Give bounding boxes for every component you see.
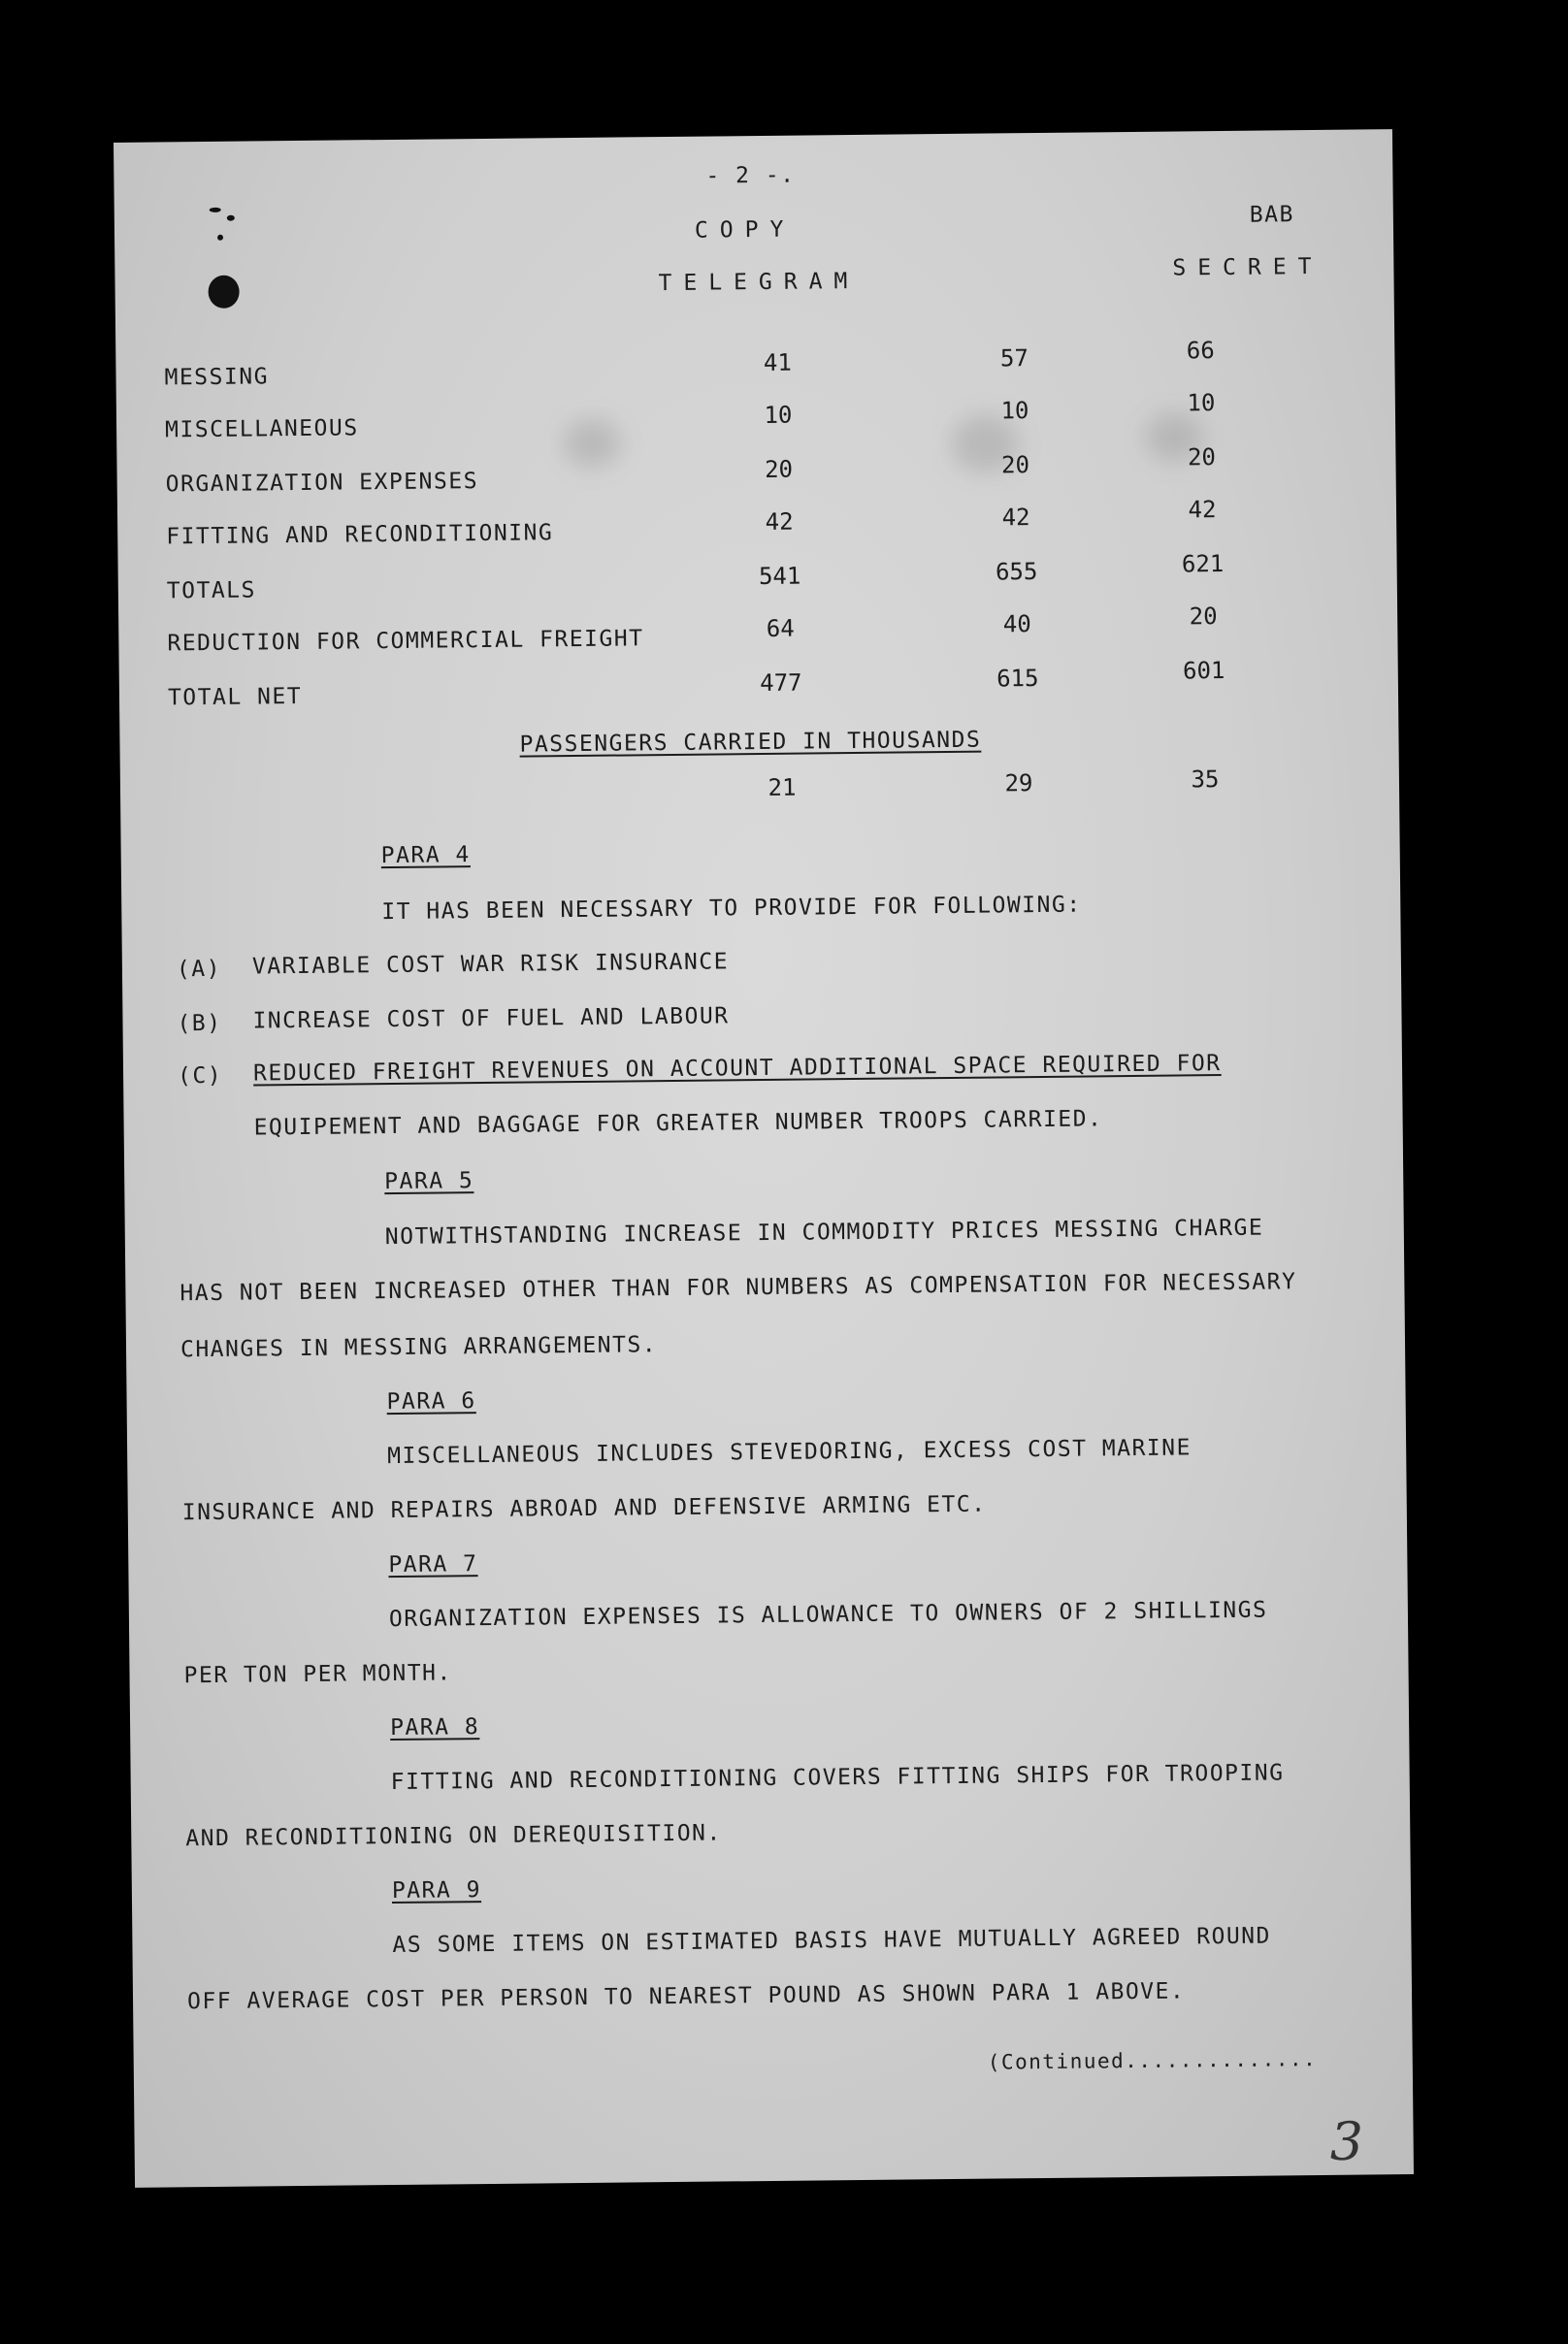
row-label: FITTING AND RECONDITIONING bbox=[166, 520, 554, 550]
row-value: 41 bbox=[763, 348, 793, 376]
para-heading: PARA 4 bbox=[380, 842, 471, 869]
list-marker: (B) bbox=[177, 1010, 222, 1037]
row-value: 477 bbox=[760, 668, 802, 698]
row-label: MESSING bbox=[164, 364, 270, 391]
row-value: 20 bbox=[1000, 451, 1030, 479]
ink-speck bbox=[217, 235, 223, 241]
ink-speck bbox=[227, 215, 235, 221]
row-value: 20 bbox=[764, 455, 794, 483]
folio-number: 3 bbox=[1329, 2110, 1364, 2172]
para-text: IT HAS BEEN NECESSARY TO PROVIDE FOR FOLLOWING: bbox=[381, 892, 1082, 926]
list-item: REDUCED FREIGHT REVENUES ON ACCOUNT ADDITIONAL SPACE REQUIRED FOR bbox=[252, 1051, 1222, 1087]
para-text: INSURANCE AND REPAIRS ABROAD AND DEFENSIVE ARMING ETC. bbox=[181, 1491, 987, 1526]
row-value: 20 bbox=[1189, 602, 1218, 631]
classification-label: SECRET bbox=[1172, 253, 1323, 281]
list-marker: (A) bbox=[176, 956, 222, 983]
row-label: MISCELLANEOUS bbox=[164, 415, 359, 443]
punch-hole bbox=[208, 276, 239, 309]
passengers-value: 21 bbox=[768, 773, 797, 801]
para-heading: PARA 5 bbox=[384, 1168, 474, 1195]
para-heading: PARA 9 bbox=[391, 1877, 482, 1904]
passengers-value: 29 bbox=[1004, 769, 1033, 798]
para-heading: PARA 6 bbox=[386, 1388, 476, 1416]
row-value: 621 bbox=[1181, 550, 1225, 578]
list-item: INCREASE COST OF FUEL AND LABOUR bbox=[252, 1003, 730, 1034]
para-text: FITTING AND RECONDITIONING COVERS FITTING SHIPS FOR TROOPING bbox=[390, 1760, 1285, 1796]
row-value: 40 bbox=[1002, 610, 1031, 638]
row-label: REDUCTION FOR COMMERCIAL FREIGHT bbox=[167, 626, 644, 657]
row-label: TOTALS bbox=[166, 577, 257, 604]
para-text: PER TON PER MONTH. bbox=[183, 1660, 452, 1689]
row-value: 42 bbox=[1188, 496, 1217, 524]
para-text: HAS NOT BEEN INCREASED OTHER THAN FOR NUMBERS AS COMPENSATION FOR NECESSARY bbox=[180, 1269, 1297, 1307]
ink-smudge bbox=[563, 418, 622, 468]
row-label: ORGANIZATION EXPENSES bbox=[165, 469, 479, 498]
para-text: AS SOME ITEMS ON ESTIMATED BASIS HAVE MUTUALLY AGREED ROUND bbox=[392, 1923, 1272, 1959]
row-value: 615 bbox=[996, 665, 1039, 693]
row-value: 655 bbox=[995, 558, 1038, 586]
para-heading: PARA 8 bbox=[389, 1714, 480, 1742]
initials: BAB bbox=[1249, 202, 1295, 228]
para-text: AND RECONDITIONING ON DEREQUISITION. bbox=[185, 1820, 722, 1852]
para-text: MISCELLANEOUS INCLUDES STEVEDORING, EXCESS COST MARINE bbox=[387, 1435, 1192, 1470]
passengers-value: 35 bbox=[1191, 765, 1220, 794]
para-text: CHANGES IN MESSING ARRANGEMENTS. bbox=[180, 1332, 658, 1363]
para-text: EQUIPEMENT AND BAGGAGE FOR GREATER NUMBER TROOPS CARRIED. bbox=[253, 1106, 1103, 1141]
row-value: 10 bbox=[1187, 389, 1216, 417]
para-heading: PARA 7 bbox=[388, 1551, 478, 1579]
ink-speck bbox=[210, 208, 221, 212]
document-page bbox=[114, 129, 1414, 2188]
row-value: 64 bbox=[766, 614, 795, 642]
page-number: - 2 -. bbox=[705, 162, 796, 189]
row-label: TOTAL NET bbox=[167, 683, 303, 711]
row-value: 601 bbox=[1182, 656, 1225, 685]
row-value: 57 bbox=[999, 344, 1029, 373]
row-value: 10 bbox=[764, 401, 793, 429]
row-value: 20 bbox=[1187, 443, 1217, 472]
list-marker: (C) bbox=[177, 1062, 223, 1090]
row-value: 66 bbox=[1186, 337, 1215, 365]
row-value: 42 bbox=[1001, 504, 1030, 532]
para-text: OFF AVERAGE COST PER PERSON TO NEAREST POUND AS SHOWN PARA 1 ABOVE. bbox=[186, 1978, 1186, 2015]
continued-note: (Continued.............. bbox=[987, 2047, 1318, 2074]
row-value: 541 bbox=[758, 562, 801, 591]
list-item: VARIABLE COST WAR RISK INSURANCE bbox=[251, 949, 730, 980]
passengers-heading: PASSENGERS CARRIED IN THOUSANDS bbox=[519, 727, 982, 758]
telegram-label: TELEGRAM bbox=[658, 268, 860, 297]
para-text: ORGANIZATION EXPENSES IS ALLOWANCE TO OWNERS OF 2 SHILLINGS bbox=[388, 1597, 1268, 1633]
row-value: 42 bbox=[765, 507, 794, 536]
para-text: NOTWITHSTANDING INCREASE IN COMMODITY PRICES MESSING CHARGE bbox=[384, 1215, 1264, 1251]
copy-label: COPY bbox=[694, 216, 796, 244]
row-value: 10 bbox=[1000, 397, 1029, 425]
